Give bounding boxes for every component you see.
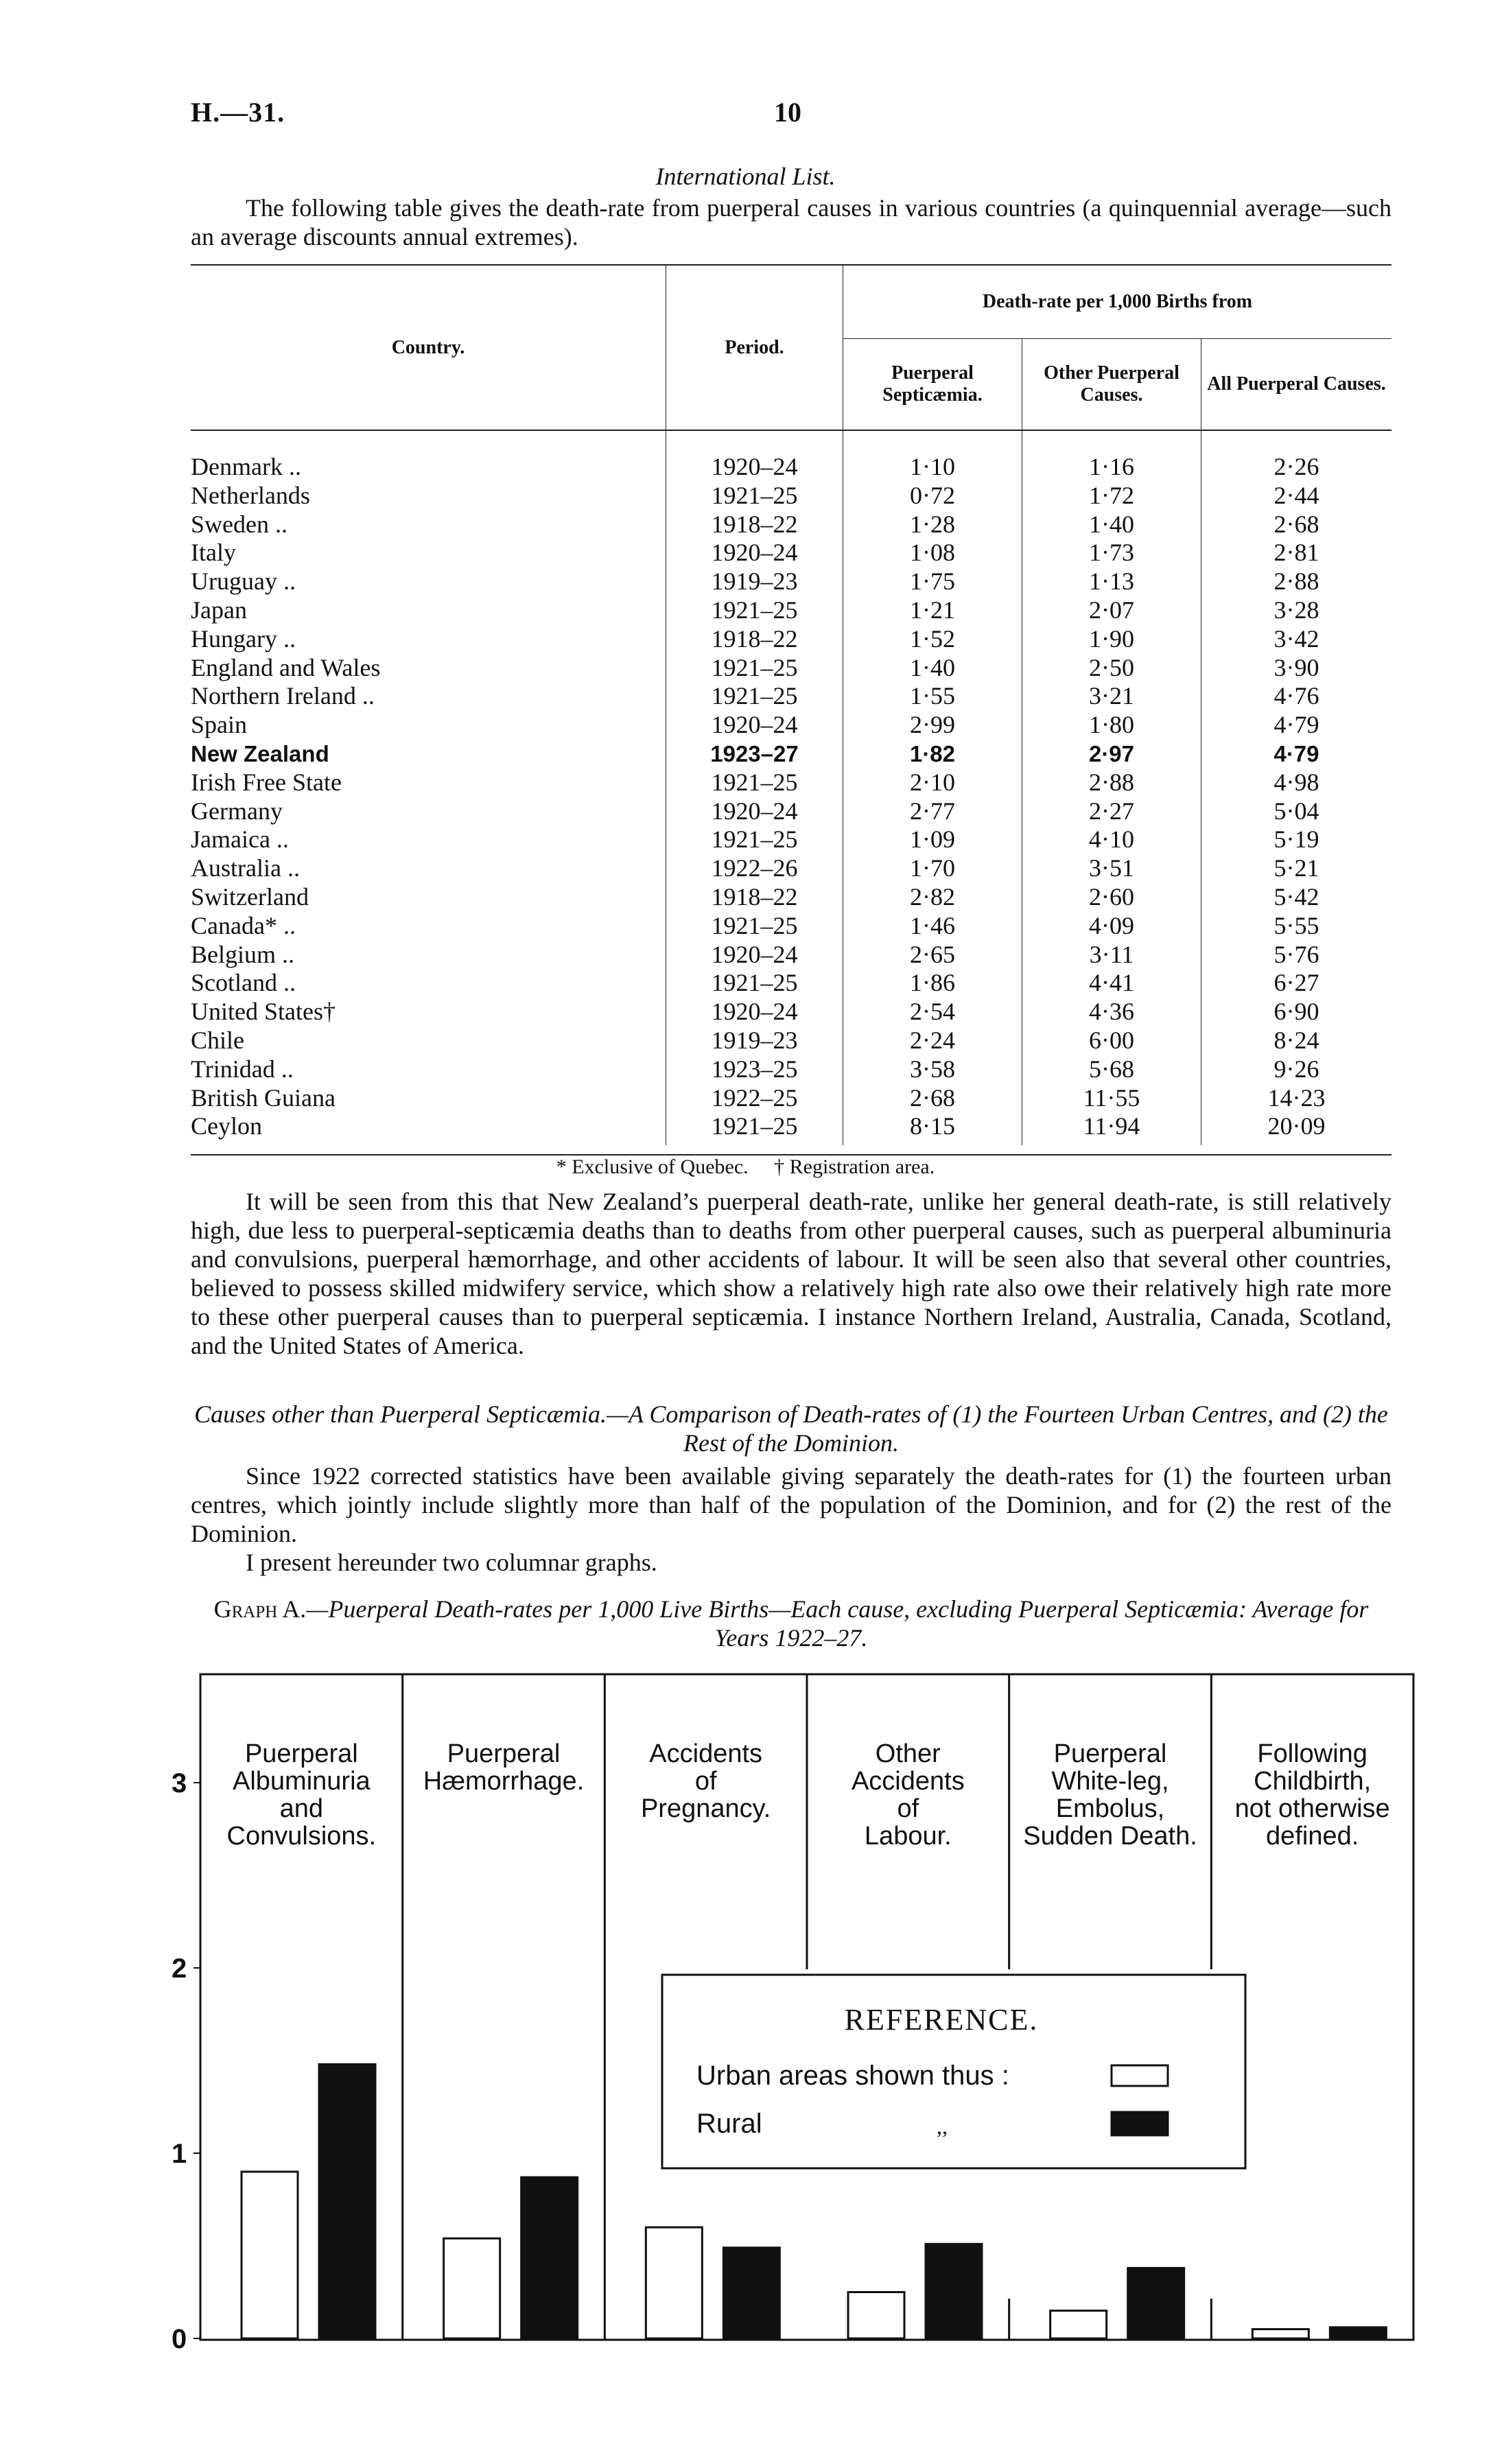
category-label: Childbirth,	[1254, 1767, 1372, 1796]
cell-all: 4·98	[1273, 768, 1319, 796]
table-row	[191, 797, 1392, 826]
cell-period: 1921–25	[666, 825, 843, 854]
urban-bar	[242, 2172, 298, 2338]
cell-period: 1923–27	[666, 740, 843, 768]
table-row	[191, 654, 1392, 683]
cell-period: 1920–24	[666, 430, 843, 482]
y-tick-label: 1	[172, 2139, 187, 2169]
table-row	[191, 825, 1392, 854]
category-label: and	[279, 1794, 324, 1823]
graph-a	[158, 1667, 1422, 2354]
cell-other: 2·07	[1022, 596, 1201, 625]
cell-period: 1921–25	[666, 596, 843, 625]
cell-other: 2·97	[1022, 740, 1201, 768]
cell-septicaemia: 1·75	[843, 567, 1022, 596]
cell-other: 1·80	[1022, 711, 1201, 740]
legend-ditto: ,,	[937, 2114, 948, 2139]
category-label: Accidents	[851, 1767, 965, 1796]
category-label: Albuminuria	[233, 1767, 371, 1796]
cell-other: 4·10	[1022, 825, 1201, 854]
cell-all: 6·27	[1273, 969, 1319, 997]
cell-country: United States†	[191, 998, 666, 1026]
cell-all: 5·42	[1273, 882, 1319, 911]
cell-period: 1918–22	[666, 883, 843, 912]
cell-country: Jamaica ..	[191, 825, 666, 854]
cell-all: 4·79	[1273, 711, 1319, 739]
cell-septicaemia: 8·15	[843, 1112, 1022, 1145]
cell-period: 1920–24	[666, 539, 843, 567]
intro-paragraph: The following table gives the death-rate from puerperal causes in various countries (a quinquennial average—such an average discounts annual extremes).	[191, 194, 1392, 250]
cell-other: 2·60	[1022, 883, 1201, 912]
category-label: Sudden Death.	[1023, 1822, 1197, 1851]
table-row	[191, 883, 1392, 912]
cell-all: 8·24	[1273, 1026, 1319, 1054]
cell-septicaemia: 1·08	[843, 539, 1022, 567]
cell-other: 3·51	[1022, 854, 1201, 883]
cell-septicaemia: 2·68	[843, 1084, 1022, 1113]
cell-country: Trinidad ..	[191, 1055, 666, 1084]
col-header-all: All Puerperal Causes.	[1207, 373, 1386, 395]
cell-period: 1918–22	[666, 511, 843, 539]
table-row	[191, 854, 1392, 883]
cell-period: 1923–25	[666, 1055, 843, 1084]
cell-period: 1922–26	[666, 854, 843, 883]
cell-septicaemia: 1·10	[843, 430, 1022, 482]
category-label: Hæmorrhage.	[423, 1767, 585, 1796]
cell-other: 3·21	[1022, 682, 1201, 711]
cell-septicaemia: 1·40	[843, 654, 1022, 683]
table-row	[191, 740, 1392, 768]
cell-country: Canada* ..	[191, 912, 666, 941]
table-row	[191, 1055, 1392, 1084]
table-row	[191, 596, 1392, 625]
col-header-period: Period.	[666, 265, 843, 430]
cell-all: 5·76	[1273, 940, 1319, 968]
cell-septicaemia: 2·24	[843, 1026, 1022, 1055]
cell-other: 3·11	[1022, 941, 1201, 970]
cell-country: Uruguay ..	[191, 567, 666, 596]
cell-other: 4·41	[1022, 969, 1201, 998]
cell-country: Japan	[191, 596, 666, 625]
cell-other: 2·50	[1022, 654, 1201, 683]
category-label: of	[897, 1794, 919, 1823]
category-label: not otherwise	[1234, 1794, 1390, 1823]
cell-period: 1921–25	[666, 969, 843, 998]
cell-septicaemia: 2·77	[843, 797, 1022, 826]
urban-bar	[444, 2238, 500, 2338]
cell-other: 1·16	[1022, 430, 1201, 482]
table-row	[191, 539, 1392, 567]
cell-all: 5·19	[1273, 825, 1319, 854]
graph-caption-text: —Puerperal Death-rates per 1,000 Live Births—Each cause, excluding Puerperal Septicæmia: Average for Years 1922–27.	[306, 1595, 1369, 1652]
cell-period: 1920–24	[666, 941, 843, 970]
cell-other: 2·88	[1022, 768, 1201, 797]
urban-bar	[848, 2292, 904, 2339]
cell-septicaemia: 1·82	[843, 740, 1022, 768]
cell-country: Switzerland	[191, 883, 666, 912]
page-number: 10	[774, 97, 801, 128]
category-label: Pregnancy.	[640, 1794, 771, 1823]
cell-other: 1·13	[1022, 567, 1201, 596]
cell-all: 4·79	[1273, 740, 1319, 766]
table-row	[191, 625, 1392, 654]
table-row	[191, 912, 1392, 941]
category-label: Following	[1257, 1739, 1367, 1768]
death-rate-table	[191, 264, 1392, 1145]
cell-country: England and Wales	[191, 654, 666, 683]
cell-other: 1·40	[1022, 511, 1201, 539]
cell-period: 1920–24	[666, 998, 843, 1026]
cell-country: Belgium ..	[191, 941, 666, 970]
cell-other: 1·72	[1022, 482, 1201, 511]
cell-country: Northern Ireland ..	[191, 682, 666, 711]
cell-all: 2·44	[1273, 481, 1319, 509]
table-row	[191, 511, 1392, 539]
table-row	[191, 1026, 1392, 1055]
cell-other: 6·00	[1022, 1026, 1201, 1055]
cell-other: 1·90	[1022, 625, 1201, 654]
cell-other: 11·55	[1022, 1084, 1201, 1113]
col-header-country: Country.	[191, 265, 666, 430]
cell-other: 11·94	[1022, 1112, 1201, 1145]
table-footnote: * Exclusive of Quebec. † Registration area.	[556, 1155, 935, 1178]
cell-septicaemia: 1·46	[843, 912, 1022, 941]
table-body	[191, 430, 1392, 1145]
rural-bar	[1330, 2327, 1386, 2338]
legend-urban-swatch	[1112, 2065, 1168, 2086]
cell-other: 1·73	[1022, 539, 1201, 567]
cell-septicaemia: 2·99	[843, 711, 1022, 740]
graph-caption	[191, 1595, 1392, 1652]
table-row	[191, 998, 1392, 1026]
cell-septicaemia: 2·65	[843, 941, 1022, 970]
table-row	[191, 941, 1392, 970]
table-row	[191, 969, 1392, 998]
cell-septicaemia: 1·21	[843, 596, 1022, 625]
cell-period: 1921–25	[666, 768, 843, 797]
cell-all: 14·23	[1267, 1083, 1326, 1112]
cell-all: 20·09	[1267, 1112, 1326, 1140]
cell-all: 2·81	[1273, 539, 1319, 567]
category-label: Accidents	[649, 1739, 763, 1768]
cell-period: 1921–25	[666, 654, 843, 683]
cell-country: New Zealand	[191, 740, 666, 768]
statistics-paragraph: Since 1922 corrected statistics have been available giving separately the death-rates for (1) the fourteen urban centres, which jointly include slightly more than half of the population of the Dominion, and for (2) the rest of the Dominion.	[191, 1462, 1392, 1547]
table-row	[191, 567, 1392, 596]
urban-bar	[1050, 2311, 1107, 2339]
col-header-group: Death-rate per 1,000 Births from	[843, 265, 1392, 339]
cell-period: 1921–25	[666, 1112, 843, 1145]
urban-bar	[646, 2227, 702, 2338]
cell-all: 3·42	[1273, 624, 1319, 653]
rural-bar	[926, 2244, 982, 2338]
category-label: Convulsions.	[226, 1822, 377, 1851]
cell-all: 6·90	[1273, 998, 1319, 1026]
cell-septicaemia: 3·58	[843, 1055, 1022, 1084]
cell-all: 5·04	[1273, 797, 1319, 825]
table-row	[191, 1112, 1392, 1145]
subsection-caption: Causes other than Puerperal Septicæmia.—A Comparison of Death-rates of (1) the Fourteen Urban Centres, and (2) the Rest of the Dominion.	[194, 1400, 1388, 1457]
category-label: Embolus,	[1055, 1794, 1165, 1823]
cell-period: 1919–23	[666, 567, 843, 596]
cell-period: 1922–25	[666, 1084, 843, 1113]
cell-septicaemia: 1·86	[843, 969, 1022, 998]
cell-country: Italy	[191, 539, 666, 567]
category-label: defined.	[1266, 1822, 1359, 1851]
section-title: International List.	[655, 163, 836, 190]
legend-rural-swatch	[1112, 2112, 1168, 2135]
rural-bar	[1128, 2268, 1184, 2338]
category-label: Other	[875, 1739, 941, 1768]
legend-urban-label: Urban areas shown thus :	[696, 2061, 1009, 2091]
category-label: of	[694, 1767, 717, 1796]
category-label: Labour.	[864, 1822, 952, 1851]
cell-septicaemia: 1·55	[843, 682, 1022, 711]
cell-period: 1920–24	[666, 711, 843, 740]
cell-all: 3·28	[1273, 596, 1319, 624]
cell-all: 2·88	[1273, 567, 1319, 596]
cell-country: Denmark ..	[191, 430, 666, 482]
rural-bar	[319, 2064, 375, 2338]
cell-period: 1921–25	[666, 912, 843, 941]
cell-septicaemia: 1·52	[843, 625, 1022, 654]
cell-country: Sweden ..	[191, 511, 666, 539]
y-tick-label: 2	[172, 1953, 187, 1984]
cell-period: 1918–22	[666, 625, 843, 654]
cell-all: 5·21	[1273, 854, 1319, 882]
table-row	[191, 768, 1392, 797]
category-label: Puerperal	[244, 1739, 358, 1768]
y-tick-label: 3	[172, 1768, 187, 1798]
cell-country: Germany	[191, 797, 666, 826]
cell-all: 2·26	[1273, 453, 1319, 480]
table-row	[191, 1084, 1392, 1113]
rural-bar	[723, 2248, 779, 2338]
cell-country: British Guiana	[191, 1084, 666, 1113]
cell-period: 1919–23	[666, 1026, 843, 1055]
table-row	[191, 682, 1392, 711]
cell-other: 4·36	[1022, 998, 1201, 1026]
col-header-other: Other Puerperal Causes.	[1022, 339, 1201, 431]
cell-septicaemia: 1·09	[843, 825, 1022, 854]
cell-other: 4·09	[1022, 912, 1201, 941]
cell-all: 5·55	[1273, 911, 1319, 939]
category-label: Puerperal	[1053, 1739, 1167, 1768]
category-label: White-leg,	[1051, 1767, 1169, 1796]
category-label: Puerperal	[447, 1739, 561, 1768]
cell-septicaemia: 0·72	[843, 482, 1022, 511]
cell-all: 4·76	[1273, 682, 1319, 710]
page-header-ref: H.—31.	[191, 97, 285, 128]
cell-septicaemia: 1·70	[843, 854, 1022, 883]
cell-period: 1921–25	[666, 482, 843, 511]
cell-all: 9·26	[1273, 1055, 1319, 1083]
cell-period: 1921–25	[666, 682, 843, 711]
discussion-paragraph: It will be seen from this that New Zealand’s puerperal death-rate, unlike her general death-rate, is still relatively high, due less to puerperal-septicæmia deaths than to deaths from other puerperal causes, such as puerperal albuminuria and convulsions, puerperal hæmorrhage, and other accidents of labour. It will be seen also that several other countries, believed to possess skilled midwifery service, which show a relatively high rate also owe their relatively high rate more to these other puerperal causes than to puerperal septicæmia. I instance Northern Ireland, Australia, Canada, Scotland, and the United States of America.	[191, 1188, 1392, 1359]
col-header-septicaemia: Puerperal Septicæmia.	[843, 339, 1022, 431]
graph-label: Graph A.	[213, 1595, 307, 1623]
cell-all: 2·68	[1273, 510, 1319, 538]
cell-other: 2·27	[1022, 797, 1201, 826]
cell-country: Hungary ..	[191, 625, 666, 654]
table-row	[191, 430, 1392, 482]
cell-all: 3·90	[1273, 653, 1319, 681]
graphs-intro-paragraph: I present hereunder two columnar graphs.	[246, 1549, 657, 1576]
cell-septicaemia: 2·54	[843, 998, 1022, 1026]
cell-country: Spain	[191, 711, 666, 740]
legend-rural-label: Rural	[696, 2109, 762, 2139]
urban-bar	[1252, 2330, 1308, 2339]
cell-country: Ceylon	[191, 1112, 666, 1145]
cell-septicaemia: 2·82	[843, 883, 1022, 912]
cell-country: Australia ..	[191, 854, 666, 883]
cell-country: Irish Free State	[191, 768, 666, 797]
cell-other: 5·68	[1022, 1055, 1201, 1084]
cell-country: Scotland ..	[191, 969, 666, 998]
cell-period: 1920–24	[666, 797, 843, 826]
y-tick-label: 0	[172, 2324, 187, 2354]
rural-bar	[521, 2177, 578, 2338]
graph-a-chart	[158, 1667, 1422, 2354]
table-row	[191, 482, 1392, 511]
legend-title: REFERENCE.	[844, 2003, 1039, 2037]
table-row	[191, 711, 1392, 740]
cell-septicaemia: 2·10	[843, 768, 1022, 797]
cell-country: Chile	[191, 1026, 666, 1055]
cell-septicaemia: 1·28	[843, 511, 1022, 539]
cell-country: Netherlands	[191, 482, 666, 511]
